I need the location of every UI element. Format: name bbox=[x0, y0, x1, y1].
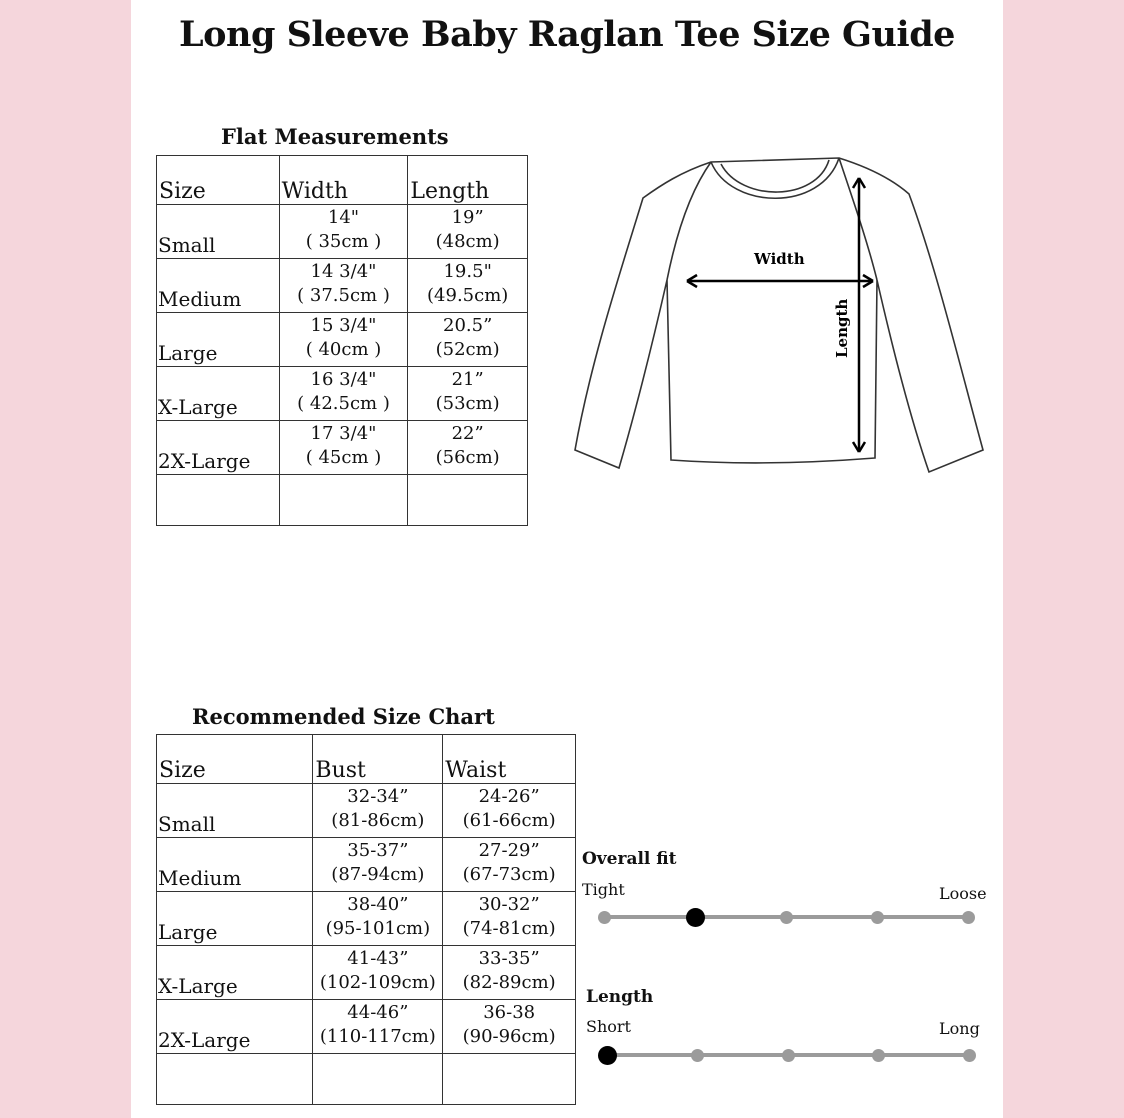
width-cm: ( 40cm ) bbox=[305, 339, 382, 360]
waist-value bbox=[443, 838, 576, 892]
length-value bbox=[408, 259, 528, 313]
bust-value bbox=[313, 892, 443, 946]
length-label: Length bbox=[833, 298, 851, 358]
length-cm: (48cm) bbox=[435, 231, 500, 252]
waist-cm: (90-96cm) bbox=[462, 1026, 556, 1047]
table-header-row bbox=[157, 735, 576, 784]
tee-outline bbox=[575, 158, 983, 472]
size-name: Small bbox=[157, 205, 280, 259]
size-name: Medium bbox=[157, 259, 280, 313]
length-cm: (53cm) bbox=[435, 393, 500, 414]
empty-cell bbox=[157, 475, 280, 526]
table-row bbox=[157, 205, 528, 259]
length-fit-step-marker bbox=[782, 1049, 795, 1062]
recommended-size-caption: Recommended Size Chart bbox=[192, 704, 495, 729]
empty-cell bbox=[408, 475, 528, 526]
waist-cm: (74-81cm) bbox=[462, 918, 556, 939]
flat-measurements-table bbox=[156, 155, 528, 526]
bust-cm: (81-86cm) bbox=[331, 810, 425, 831]
overall-fit-right-label: Loose bbox=[939, 884, 987, 903]
empty-cell bbox=[157, 1054, 313, 1105]
size-name: X-Large bbox=[157, 367, 280, 421]
table-row bbox=[157, 838, 576, 892]
recommended-size-table bbox=[156, 734, 576, 1105]
table-row bbox=[157, 313, 528, 367]
length-fit-title: Length bbox=[586, 987, 654, 1007]
width-value bbox=[279, 259, 408, 313]
width-inches: 15 3/4" bbox=[310, 315, 377, 336]
column-header-size: Size bbox=[157, 735, 313, 784]
overall-fit-title: Overall fit bbox=[582, 849, 677, 869]
width-value bbox=[279, 367, 408, 421]
width-arrow bbox=[687, 275, 873, 287]
length-fit-step-marker bbox=[963, 1049, 976, 1062]
overall-fit-left-label: Tight bbox=[582, 880, 625, 899]
length-inches: 19” bbox=[451, 207, 484, 228]
width-value bbox=[279, 313, 408, 367]
empty-cell bbox=[313, 1054, 443, 1105]
table-row bbox=[157, 892, 576, 946]
table-row bbox=[157, 946, 576, 1000]
waist-cm: (82-89cm) bbox=[462, 972, 556, 993]
length-value bbox=[408, 367, 528, 421]
bust-value bbox=[313, 784, 443, 838]
size-name: Medium bbox=[157, 838, 313, 892]
length-inches: 22” bbox=[451, 423, 484, 444]
waist-cm: (67-73cm) bbox=[462, 864, 556, 885]
table-row bbox=[157, 259, 528, 313]
waist-inches: 36-38 bbox=[483, 1002, 536, 1023]
size-name: Large bbox=[157, 313, 280, 367]
width-inches: 14" bbox=[327, 207, 360, 228]
empty-cell bbox=[443, 1054, 576, 1105]
waist-inches: 27-29” bbox=[478, 840, 540, 861]
table-row-empty bbox=[157, 475, 528, 526]
waist-cm: (61-66cm) bbox=[462, 810, 556, 831]
length-cm: (52cm) bbox=[435, 339, 500, 360]
width-label: Width bbox=[754, 250, 805, 268]
waist-inches: 30-32” bbox=[478, 894, 540, 915]
waist-value bbox=[443, 892, 576, 946]
bust-cm: (87-94cm) bbox=[331, 864, 425, 885]
width-inches: 16 3/4" bbox=[310, 369, 377, 390]
overall-fit-step-marker bbox=[871, 911, 884, 924]
size-name: Large bbox=[157, 892, 313, 946]
width-cm: ( 45cm ) bbox=[305, 447, 382, 468]
size-name: 2X-Large bbox=[157, 421, 280, 475]
overall-fit-step-marker bbox=[962, 911, 975, 924]
table-row bbox=[157, 367, 528, 421]
size-guide-page bbox=[131, 0, 1003, 1118]
bust-inches: 41-43” bbox=[347, 948, 409, 969]
bust-inches: 32-34” bbox=[347, 786, 409, 807]
length-fit-step-marker bbox=[691, 1049, 704, 1062]
width-cm: ( 42.5cm ) bbox=[297, 393, 390, 414]
length-fit-selected-marker bbox=[598, 1046, 617, 1065]
bust-cm: (110-117cm) bbox=[319, 1026, 436, 1047]
column-header-bust: Bust bbox=[313, 735, 443, 784]
length-inches: 19.5" bbox=[443, 261, 492, 282]
table-row-empty bbox=[157, 1054, 576, 1105]
size-name: 2X-Large bbox=[157, 1000, 313, 1054]
bust-cm: (102-109cm) bbox=[319, 972, 436, 993]
raglan-tee-diagram bbox=[571, 150, 991, 490]
bust-value bbox=[313, 946, 443, 1000]
width-value bbox=[279, 421, 408, 475]
bust-inches: 44-46” bbox=[347, 1002, 409, 1023]
size-name: Small bbox=[157, 784, 313, 838]
table-row bbox=[157, 421, 528, 475]
bust-cm: (95-101cm) bbox=[325, 918, 431, 939]
bust-inches: 35-37” bbox=[347, 840, 409, 861]
column-header-waist: Waist bbox=[443, 735, 576, 784]
width-inches: 17 3/4" bbox=[310, 423, 377, 444]
length-inches: 20.5” bbox=[443, 315, 493, 336]
bust-inches: 38-40” bbox=[347, 894, 409, 915]
table-header-row bbox=[157, 156, 528, 205]
length-fit-right-label: Long bbox=[939, 1019, 980, 1038]
size-name: X-Large bbox=[157, 946, 313, 1000]
waist-value bbox=[443, 784, 576, 838]
length-fit-step-marker bbox=[872, 1049, 885, 1062]
length-value bbox=[408, 421, 528, 475]
waist-value bbox=[443, 946, 576, 1000]
length-cm: (56cm) bbox=[435, 447, 500, 468]
table-row bbox=[157, 784, 576, 838]
column-header-length: Length bbox=[408, 156, 528, 205]
waist-inches: 24-26” bbox=[478, 786, 540, 807]
length-value bbox=[408, 205, 528, 259]
width-cm: ( 37.5cm ) bbox=[297, 285, 390, 306]
length-cm: (49.5cm) bbox=[427, 285, 509, 306]
empty-cell bbox=[279, 475, 408, 526]
overall-fit-selected-marker bbox=[686, 908, 705, 927]
width-cm: ( 35cm ) bbox=[305, 231, 382, 252]
width-value bbox=[279, 205, 408, 259]
length-arrow bbox=[853, 178, 865, 452]
length-fit-left-label: Short bbox=[586, 1017, 631, 1036]
overall-fit-step-marker bbox=[780, 911, 793, 924]
column-header-size: Size bbox=[157, 156, 280, 205]
table-row bbox=[157, 1000, 576, 1054]
waist-inches: 33-35” bbox=[478, 948, 540, 969]
width-inches: 14 3/4" bbox=[310, 261, 377, 282]
flat-measurements-caption: Flat Measurements bbox=[221, 124, 449, 149]
page-title: Long Sleeve Baby Raglan Tee Size Guide bbox=[179, 14, 955, 55]
waist-value bbox=[443, 1000, 576, 1054]
length-value bbox=[408, 313, 528, 367]
length-inches: 21” bbox=[451, 369, 484, 390]
column-header-width: Width bbox=[279, 156, 408, 205]
bust-value bbox=[313, 1000, 443, 1054]
bust-value bbox=[313, 838, 443, 892]
overall-fit-step-marker bbox=[598, 911, 611, 924]
